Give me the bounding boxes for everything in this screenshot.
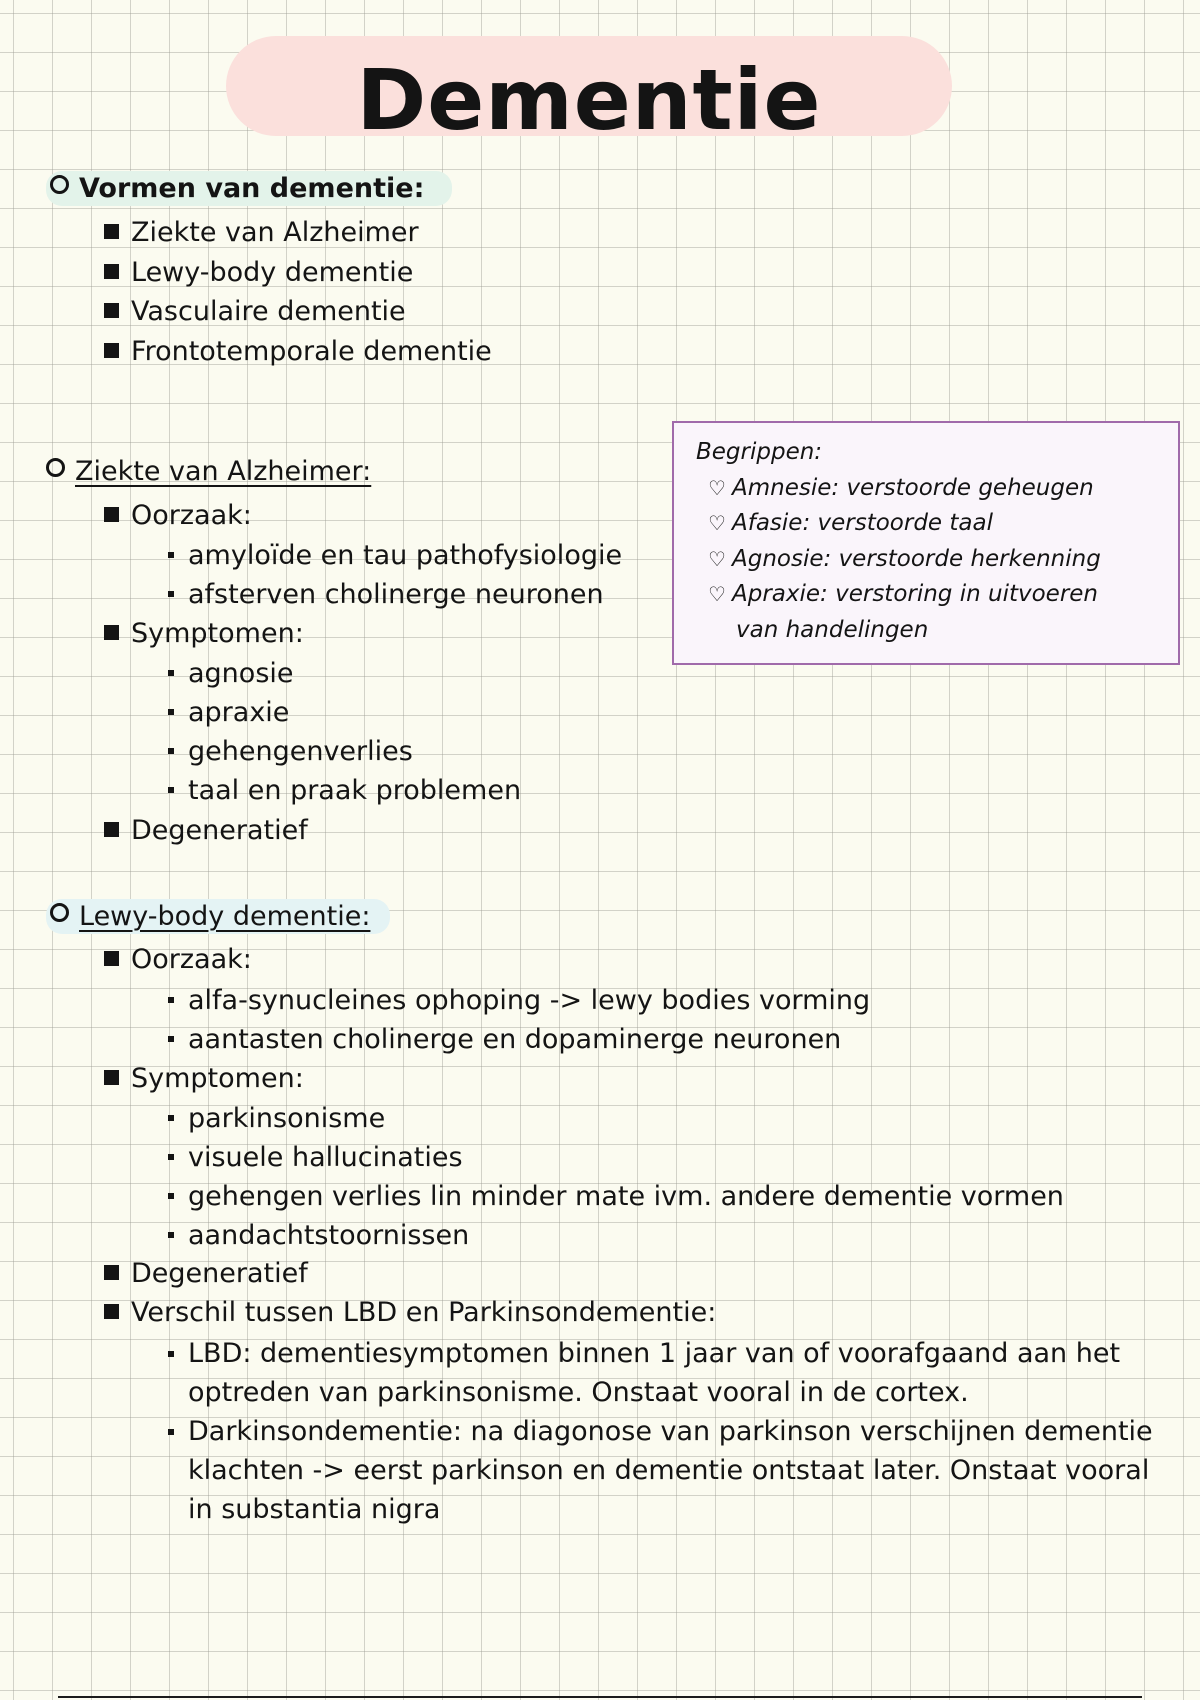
dot-bullet-icon xyxy=(168,1154,174,1160)
sub-list-item: agnosie xyxy=(168,654,294,693)
sub-list-item: apraxie xyxy=(168,693,289,732)
heading-vormen: Vormen van dementie: xyxy=(46,172,452,206)
sub-list-item: amyloïde en tau pathofysiologie xyxy=(168,536,622,575)
square-bullet-icon xyxy=(104,951,119,966)
circle-bullet-icon xyxy=(50,175,69,194)
heart-icon: ♡ xyxy=(708,511,726,535)
dot-bullet-icon xyxy=(168,709,174,715)
list-item: Degeneratief xyxy=(104,814,308,848)
begrippen-box xyxy=(672,421,1180,665)
begrip-item: ♡ Apraxie: verstoring in uitvoeren xyxy=(708,577,1162,613)
list-item: Oorzaak: xyxy=(104,499,252,533)
sub-list-item: Darkinsondementie: na diagonose van parkinson verschijnen dementie klachten -> eerst parkinson en dementie ontstaat later. Onstaat vooral in substantia nigra xyxy=(168,1412,1178,1529)
sub-list-item: gehengenverlies xyxy=(168,732,413,771)
bottom-divider xyxy=(58,1696,1142,1698)
square-bullet-icon xyxy=(104,507,119,522)
list-item: Vasculaire dementie xyxy=(104,295,406,329)
list-item: Lewy-body dementie xyxy=(104,256,413,290)
sub-list-item: visuele hallucinaties xyxy=(168,1138,463,1177)
square-bullet-icon xyxy=(104,1304,119,1319)
dot-bullet-icon xyxy=(168,997,174,1003)
begrippen-heading: Begrippen: xyxy=(696,439,823,465)
list-item: Oorzaak: xyxy=(104,943,252,977)
dot-bullet-icon xyxy=(168,748,174,754)
page-title: Dementie xyxy=(356,51,822,149)
list-item: Frontotemporale dementie xyxy=(104,335,492,369)
title-highlight xyxy=(226,36,952,149)
dot-bullet-icon xyxy=(168,1036,174,1042)
dot-bullet-icon xyxy=(168,787,174,793)
sub-list-item: gehengen verlies lin minder mate ivm. andere dementie vormen xyxy=(168,1177,1064,1216)
list-item: Symptomen: xyxy=(104,617,304,651)
sub-list-item: aandachtstoornissen xyxy=(168,1216,469,1255)
heart-icon: ♡ xyxy=(708,546,726,571)
begrip-item: ♡ Agnosie: verstoorde herkenning xyxy=(708,542,1162,578)
square-bullet-icon xyxy=(104,625,119,640)
circle-bullet-icon xyxy=(46,458,65,477)
list-item: Symptomen: xyxy=(104,1062,304,1096)
circle-bullet-icon xyxy=(50,903,69,922)
sub-list-item: taal en praak problemen xyxy=(168,771,521,810)
square-bullet-icon xyxy=(104,303,119,318)
sub-list-item: parkinsonisme xyxy=(168,1099,385,1138)
square-bullet-icon xyxy=(104,264,119,279)
dot-bullet-icon xyxy=(168,552,174,558)
list-item: Verschil tussen LBD en Parkinsondementie: xyxy=(104,1296,716,1330)
list-item: Ziekte van Alzheimer xyxy=(104,216,419,250)
dot-bullet-icon xyxy=(168,1429,174,1435)
square-bullet-icon xyxy=(104,822,119,837)
square-bullet-icon xyxy=(104,1070,119,1085)
sub-list-item: LBD: dementiesymptomen binnen 1 jaar van of voorafgaand aan het optreden van parkinsonisme. Onstaat vooral in de cortex. xyxy=(168,1334,1178,1412)
sub-list-item: alfa-synucleines ophoping -> lewy bodies vorming xyxy=(168,981,870,1020)
dot-bullet-icon xyxy=(168,1193,174,1199)
heart-icon: ♡ xyxy=(708,582,726,606)
square-bullet-icon xyxy=(104,343,119,358)
heart-icon: ♡ xyxy=(708,475,726,500)
begrip-item: ♡ Amnesie: verstoorde geheugen xyxy=(708,471,1162,507)
sub-list-item: aantasten cholinerge en dopaminerge neuronen xyxy=(168,1020,841,1059)
sub-list-item: afsterven cholinerge neuronen xyxy=(168,575,604,614)
square-bullet-icon xyxy=(104,224,119,239)
begrip-continuation: van handelingen xyxy=(736,616,929,643)
begrip-item: ♡ Afasie: verstoorde taal xyxy=(708,506,1162,542)
dot-bullet-icon xyxy=(168,1115,174,1121)
square-bullet-icon xyxy=(104,1265,119,1280)
dot-bullet-icon xyxy=(168,1351,174,1357)
heading-alzheimer: Ziekte van Alzheimer: xyxy=(46,455,371,489)
heading-lewy: Lewy-body dementie: xyxy=(46,900,390,934)
dot-bullet-icon xyxy=(168,591,174,597)
dot-bullet-icon xyxy=(168,670,174,676)
dot-bullet-icon xyxy=(168,1232,174,1238)
list-item: Degeneratief xyxy=(104,1257,308,1291)
